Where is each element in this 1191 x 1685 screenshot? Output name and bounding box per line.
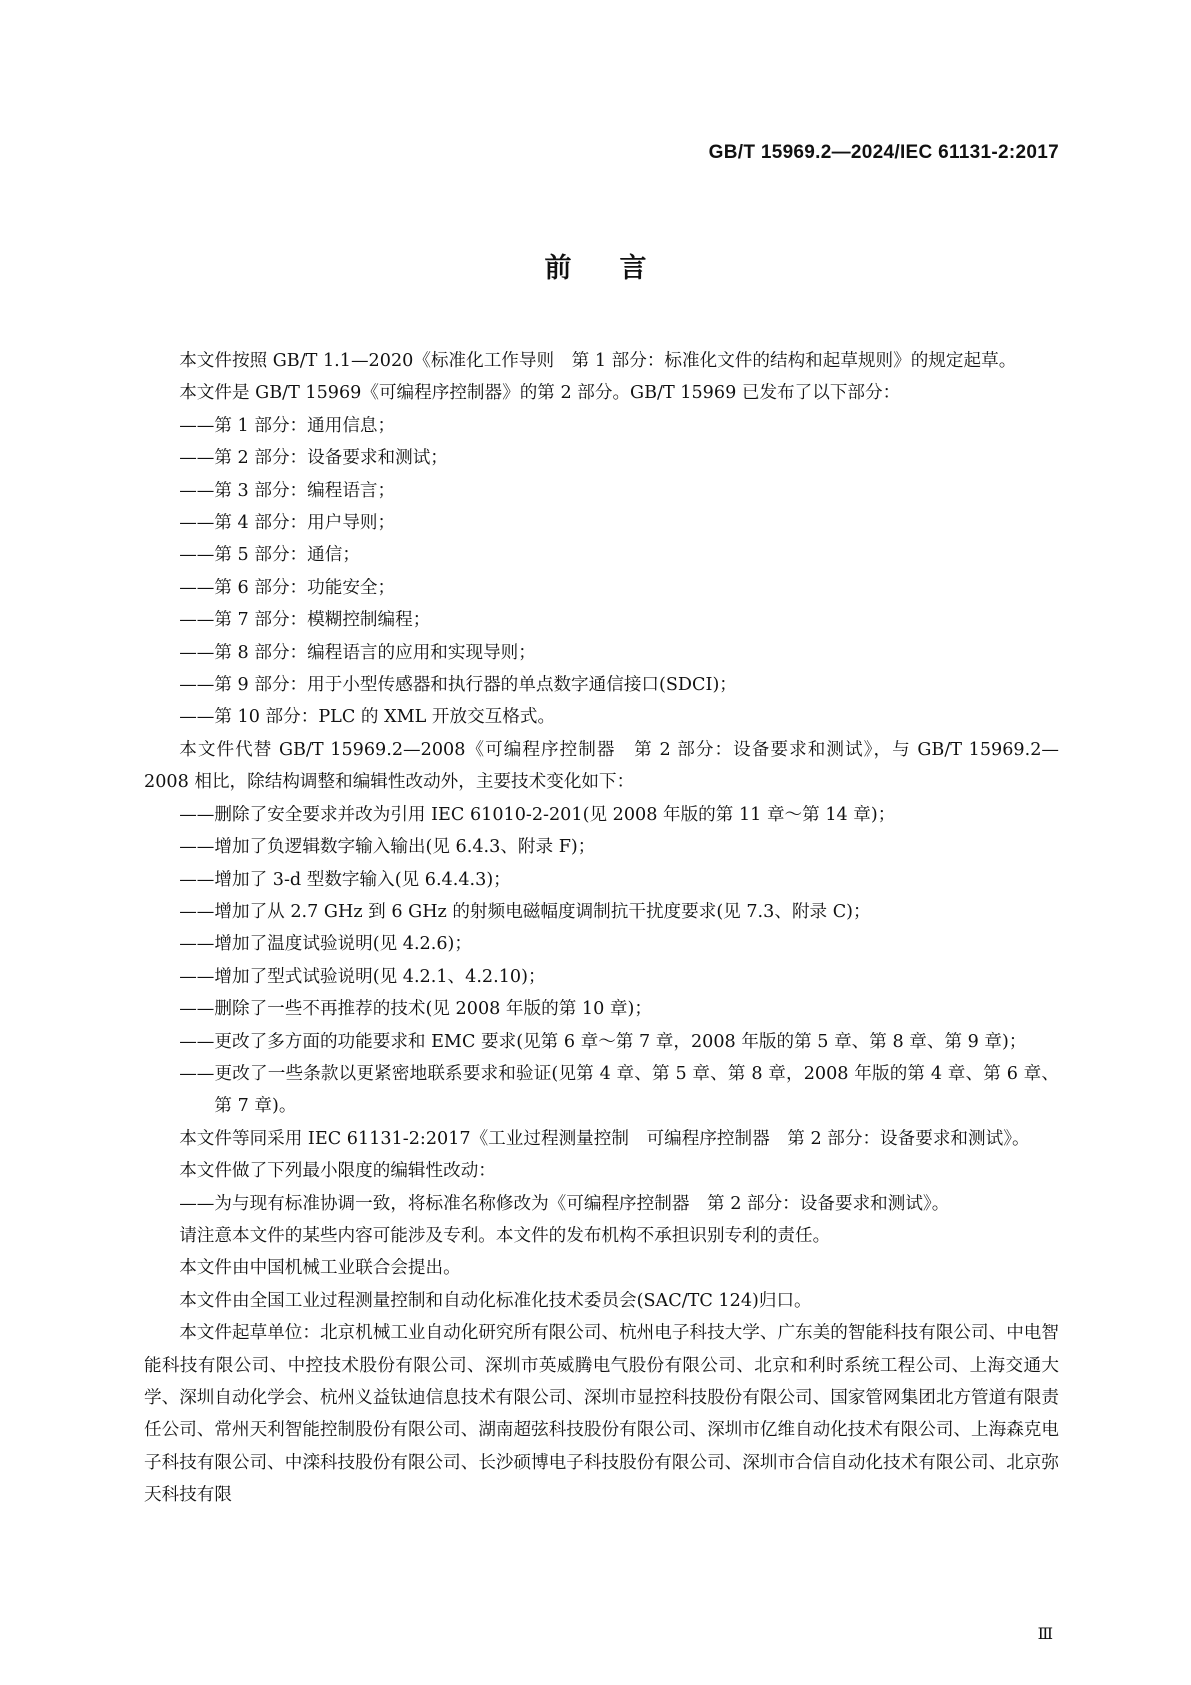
list-item: ——第 2 部分：设备要求和测试； xyxy=(179,448,448,469)
list-item: ——第 8 部分：编程语言的应用和实现导则； xyxy=(179,642,536,663)
list-item: ——增加了从 2.7 GHz 到 6 GHz 的射频电磁幅度调制抗干扰度要求(见 7.3、附录 C)； xyxy=(179,901,871,922)
paragraph-patent-notice: 请注意本文件的某些内容可能涉及专利。本文件的发布机构不承担识别专利的责任。 xyxy=(179,1225,831,1246)
list-item: ——增加了负逻辑数字输入输出(见 6.4.3、附录 F)； xyxy=(179,837,596,858)
list-item: ——第 10 部分：PLC 的 XML 开放交互格式。 xyxy=(179,707,556,728)
paragraph-editorial-intro: 本文件做了下列最小限度的编辑性改动： xyxy=(179,1161,496,1182)
list-item: ——第 9 部分：用于小型传感器和执行器的单点数字通信接口(SDCI)； xyxy=(179,675,737,696)
list-item: ——第 6 部分：功能安全； xyxy=(179,577,396,598)
paragraph-drafting-units: 本文件起草单位：北京机械工业自动化研究所有限公司、杭州电子科技大学、广东美的智能科技有限公司、中电智能科技有限公司、中控技术股份有限公司、深圳市英威腾电气股份有限公司、北京和利时系统工程公司、上海交通大学、深圳自动化学会、杭州义益钛迪信息技术有限公司、深圳市显控科技股份有限公司、国家管网集团北方管道有限责任公司、常州天利智能控制股份有限公司、湖南超弦科技股份有限公司、深圳市亿维自动化技术有限公司、上海森克电子科技有限公司、中滦科技股份有限公司、长沙硕博电子科技股份有限公司、深圳市合信自动化技术有限公司、北京弥天科技有限 xyxy=(144,1323,1059,1506)
list-item: ——删除了安全要求并改为引用 IEC 61010-2-201(见 2008 年版的第 11 章～第 14 章)； xyxy=(179,804,896,825)
list-item: ——第 1 部分：通用信息； xyxy=(179,415,396,436)
paragraph-drafting-rules: 本文件按照 GB/T 1.1—2020《标准化工作导则 第 1 部分：标准化文件的结构和起草规则》的规定起草。 xyxy=(179,351,1017,371)
paragraph-replacement: 本文件代替 GB/T 15969.2—2008《可编程序控制器 第 2 部分：设备要求和测试》，与 GB/T 15969.2—2008 相比，除结构调整和编辑性改动外，主要技术变化如下： xyxy=(144,739,1059,793)
page-number: Ⅲ xyxy=(1037,1624,1053,1643)
list-item: ——增加了温度试验说明(见 4.2.6)； xyxy=(179,934,472,955)
page-title: 前言 xyxy=(544,253,695,284)
paragraph-iec-adoption: 本文件等同采用 IEC 61131-2:2017《工业过程测量控制 可编程序控制器 第 2 部分：设备要求和测试》。 xyxy=(179,1128,1030,1149)
list-item: ——更改了多方面的功能要求和 EMC 要求(见第 6 章～第 7 章，2008 年版的第 5 章、第 8 章、第 9 章)； xyxy=(179,1031,1027,1052)
list-item: ——更改了一些条款以更紧密地联系要求和验证(见第 4 章、第 5 章、第 8 章，2008 年版的第 4 章、第 6 章、第 7 章)。 xyxy=(179,1063,1059,1117)
list-item: ——第 4 部分：用户导则； xyxy=(179,513,396,534)
paragraph-proposer: 本文件由中国机械工业联合会提出。 xyxy=(179,1258,461,1279)
changes-list xyxy=(144,799,1059,1123)
list-item: ——第 5 部分：通信； xyxy=(179,545,360,566)
document-code: GB/T 15969.2—2024/IEC 61131-2:2017 xyxy=(708,142,1059,163)
list-item: ——删除了一些不再推荐的技术(见 2008 年版的第 10 章)； xyxy=(179,999,652,1020)
paragraph-series-intro: 本文件是 GB/T 15969《可编程序控制器》的第 2 部分。GB/T 15969 已发布了以下部分： xyxy=(179,383,901,404)
document-body xyxy=(144,345,1059,1512)
list-item: ——第 3 部分：编程语言； xyxy=(179,480,396,501)
list-item: ——第 7 部分：模糊控制编程； xyxy=(179,610,431,631)
list-item: ——增加了型式试验说明(见 4.2.1、4.2.10)； xyxy=(179,966,546,987)
list-item: ——增加了 3-d 型数字输入(见 6.4.4.3)； xyxy=(179,869,511,890)
parts-list xyxy=(144,410,1059,734)
edits-list xyxy=(144,1188,1059,1220)
paragraph-administrator: 本文件由全国工业过程测量控制和自动化标准化技术委员会(SAC/TC 124)归口。 xyxy=(179,1290,812,1311)
list-item: ——为与现有标准协调一致，将标准名称修改为《可编程序控制器 第 2 部分：设备要求和测试》。 xyxy=(179,1193,950,1214)
